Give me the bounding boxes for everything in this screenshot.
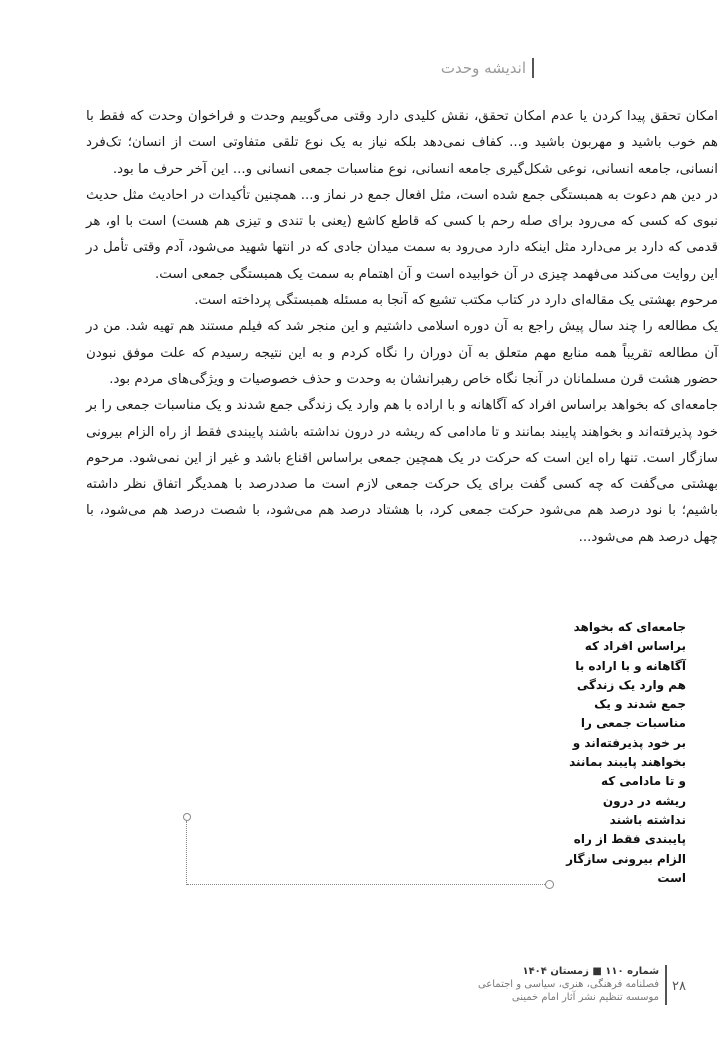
publication-info [478,965,659,1004]
footer-divider [665,965,667,1005]
article-paragraph: در دین هم دعوت به همبستگی جمع شده است، مثل افعال جمع در نماز و... همچنین تأکیدات در احادیث مثل حدیث نبوی که کسی که می‌رود برای صله رحم با کسی که قاطع کاشع (یعنی با تندی و تیزی هم هست) است با او، هر قدمی که دارد بر می‌دارد مثل اینکه دارد می‌رود به سمت میدان جادی که در انتها شهید می‌شود، آدم وقتی تأمل در این روایت می‌کند می‌فهمد چیزی در آن خوابیده است و آن اهتمام به سمت یک همبستگی جمعی است. [86,187,718,282]
page-number: ۲۸ [672,979,686,994]
article-body [86,104,718,551]
decorative-dotted-line [187,884,547,885]
article-paragraph: جامعه‌ای که بخواهد براساس افراد که آگاهانه و با اراده با هم وارد یک زندگی جمع شدند و یک مناسبات جمعی را بر خود پذیرفته‌اند و بخواهند پایبند بمانند و تا مادامی که ریشه در درون نداشته باشند پایبندی فقط از راه الزام بیرونی سازگار است. تنها راه این است که حرکت در یک همچین جمعی براساس اقناع باشد و غیر از این نمی‌شود. مرحوم بهشتی می‌گفت که چه کسی گفت برای یک حرکت جمعی لازم است ما صددرصد با همدیگر اتفاق نظر داشته باشیم؛ با نود درصد هم می‌شود حرکت جمعی کرد، با هشتاد درصد هم می‌شود، با شصت درصد هم می‌شود، با چهل درصد هم می‌شود... [86,398,718,545]
decorative-dotted-line [186,821,187,885]
publisher-name: موسسه تنظیم نشر آثار امام خمینی [511,992,660,1003]
pull-quote: جامعه‌ای که بخواهد براساس افراد که آگاهانه و با اراده با هم وارد یک زندگی جمع شدند و یک مناسبات جمعی را بر خود پذیرفته‌اند و بخواهند پایبند بمانند و تا مادامی که ریشه در درون نداشته باشند پایبندی فقط از راه الزام بیرونی سازگار است [566,620,686,885]
magazine-description: فصلنامه فرهنگی، هنری، سیاسی و اجتماعی [477,979,660,990]
article-paragraph: مرحوم بهشتی یک مقاله‌ای دارد در کتاب مکتب تشیع که آنجا به مسئله همبستگی پرداخته است. [194,293,718,309]
section-title: اندیشه وحدت [440,59,526,77]
decorative-dot [183,813,191,821]
header-divider [532,58,534,78]
decorative-dot [545,880,554,889]
article-paragraph: یک مطالعه را چند سال پیش راجع به آن دوره اسلامی داشتیم و این منجر شد که فیلم مستند هم تهیه شد. من در آن مطالعه تقریباً همه منابع مهم متعلق به آن دوران را نگاه کردم و به این نتیجه رسیدم که علت موفق نبودن حضور هشت قرن مسلمانان در آنجا نگاه خاص رهبرانشان به وحدت و حذف خصوصیات و ویژگی‌های مردم بود. [86,319,718,387]
running-header [441,58,534,78]
issue-info: شماره ۱۱۰ ■ زمستان ۱۴۰۴ [522,966,660,977]
page-footer [478,965,686,1005]
article-paragraph: امکان تحقق پیدا کردن یا عدم امکان تحقق، نقش کلیدی دارد وقتی می‌گوییم وحدت و فراخوان وحدت که فقط با هم خوب باشید و مهربون باشید و... کفاف نمی‌دهد بلکه نیاز به یک نوع تلقی متفاوتی است از انسان؛ تک‌فرد انسانی، جامعه انسانی، نوعی شکل‌گیری جامعه انسانی، نوع مناسبات جمعی انسانی و... این آخر حرف ما بود. [86,109,718,177]
